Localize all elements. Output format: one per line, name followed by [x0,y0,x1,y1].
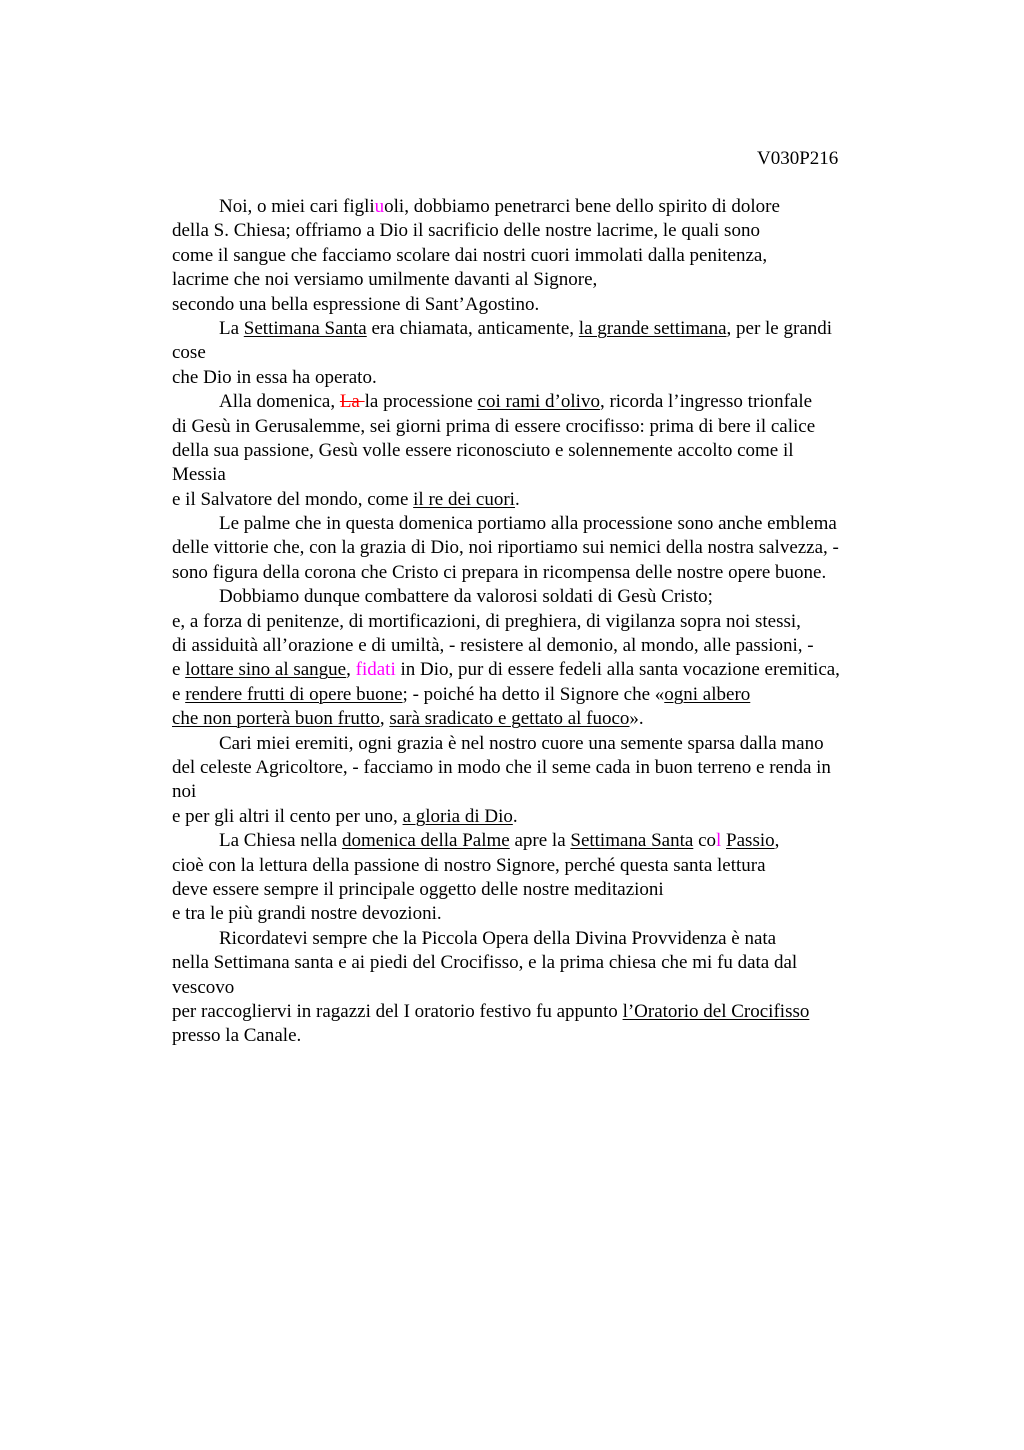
text-span: i in ragazzi del I oratorio festivo fu appunto [286,1000,623,1022]
underlined-text: che non porterà buon frutto [172,708,380,730]
text-span: che Dio in essa ha operato. [172,366,377,388]
underlined-text: lottare sino al sangue [185,659,347,681]
text-span: e tra le più grandi nostre devozioni. [172,903,442,925]
text-span: apre la [509,830,571,852]
text-span: la processione [364,391,478,413]
underlined-text: rendere frutti di opere buone [185,683,403,705]
text-span: La [219,317,244,339]
underlined-text: coi rami d’olivo [477,391,600,413]
text-line [172,585,932,609]
text-span: . [512,805,518,827]
text-span: Noi, o miei cari figli [219,196,375,217]
text-line [172,268,932,292]
inserted-text: fidati [355,659,396,681]
text-line [172,610,932,634]
text-line [172,341,932,365]
text-span: co [693,830,717,852]
text-line [172,488,932,512]
text-line [172,658,932,682]
text-line [172,415,932,439]
text-line [172,902,932,926]
underlined-text: Passio [726,830,775,852]
text-span: , ricorda l’ingresso trionfale [599,391,813,413]
text-span: deve essere sempre il principale oggetto delle nostre meditazioni [172,878,664,900]
text-span: della S. Chiesa; offriamo a Dio il sacrificio delle nostre lacrime, le quali sono [172,220,760,242]
underlined-text: sarà sradicato e gettato al fuoco [389,708,630,730]
text-line [172,878,932,902]
text-line [172,951,932,975]
text-line [172,195,932,219]
deleted-text: La [339,391,365,413]
text-line [172,317,932,341]
text-line [172,536,932,560]
text-line [172,854,932,878]
text-span: Dobbiamo dunque combattere da valorosi soldati di Gesù Cristo; [219,586,713,608]
text-span: in Dio, pur di essere fedeli alla santa vocazione eremitica, [395,659,840,681]
text-span: Alla domenica, [219,391,340,413]
text-line [172,732,932,756]
text-span: secondo una bella espressione di Sant’Agostino. [172,293,540,315]
text-span: delle vittorie che, con la grazia di Dio, noi riportiamo sui nemici della nostra salvezza, - [172,537,839,559]
document-body [172,195,932,1049]
text-span: lacrime che noi versiamo umilmente davanti al Signore, [172,269,598,291]
text-span: come il sangue che facciamo scolare dai nostri cuori immolati dalla penitenza, [172,244,768,266]
text-span: Le palme che in questa domenica portiamo alla processione sono anche emblema [219,513,837,535]
text-span: era chiamata, anticamente, [366,317,579,339]
text-span: e, a forza di penitenze, di mortificazioni, di preghiera, di vigilanza sopra noi stessi, [172,610,801,632]
text-line [172,976,932,1000]
text-span: di Gesù in Gerusalemme, sei giorni prima di essere crocifisso: prima di bere il calice [172,415,816,437]
text-line [172,366,932,390]
text-span: . [514,488,520,510]
text-line [172,756,932,780]
text-line [172,439,932,463]
underlined-text: a gloria di Dio [402,805,513,827]
text-span: nella Settimana santa e ai piedi del Crocifisso, e la prima chiesa che mi fu data dal [172,952,798,974]
text-span: vescovo [172,976,235,998]
text-line [172,1024,932,1048]
text-line [172,1000,932,1024]
text-span: per raccoglierv [172,1000,287,1022]
text-line [172,293,932,317]
text-span: La Chiesa nella [219,830,342,852]
inserted-text: u [374,196,385,217]
text-span: e il Salvatore del mondo, come [172,488,414,510]
text-line [172,219,932,243]
text-span: , per le grandi [726,317,833,339]
text-line [172,561,932,585]
text-span: ; - poiché ha detto il Signore che « [402,683,665,705]
text-line [172,927,932,951]
underlined-text: ogni albero [664,683,751,705]
underlined-text: il re dei cuori [413,488,515,510]
text-span: , [774,830,780,852]
text-span: , [346,659,356,681]
text-line [172,707,932,731]
text-span: e [172,659,186,681]
text-line [172,463,932,487]
inserted-text: l [716,830,722,852]
text-line [172,512,932,536]
text-line [172,683,932,707]
text-span: Messia [172,464,226,486]
underlined-text: l’Oratorio del Crocifisso [622,1000,810,1022]
text-line [172,780,932,804]
text-line [172,390,932,414]
text-line [172,244,932,268]
page-identifier: V030P216 [757,148,839,169]
text-span: Cari miei eremiti, ogni grazia è nel nostro cuore una semente sparsa dalla mano [219,732,824,754]
text-span: presso la Canale. [172,1025,302,1047]
text-line [172,805,932,829]
text-span: noi [172,781,197,803]
text-span: Ricordatevi sempre che la Piccola Opera della Divina Provvidenza è nata [219,927,777,949]
underlined-text: Settimana Santa [570,830,694,852]
text-span: sono figura della corona che Cristo ci prepara in ricompensa delle nostre opere buone. [172,561,827,583]
text-span: , [379,708,390,730]
text-line [172,829,932,853]
text-span: e per gli altri il cento per uno, [172,805,403,827]
text-span: oli, dobbiamo penetrarci bene dello spirito di dolore [384,196,780,217]
text-span: e [172,683,186,705]
underlined-text: la grande settimana [578,317,727,339]
text-span: del celeste Agricoltore, - facciamo in modo che il seme cada in buon terreno e renda in [172,756,831,778]
text-span: cose [172,342,206,364]
underlined-text: domenica della Palme [341,830,510,852]
text-line [172,634,932,658]
underlined-text: Settimana Santa [243,317,367,339]
text-span: di assiduità all’orazione e di umiltà, - resistere al demonio, al mondo, alle passioni, - [172,635,814,657]
text-span: cioè con la lettura della passione di nostro Signore, perché questa santa lettura [172,854,766,876]
text-span: ». [629,708,644,730]
text-span: della sua passione, Gesù volle essere riconosciuto e solennemente accolto come il [172,439,794,461]
